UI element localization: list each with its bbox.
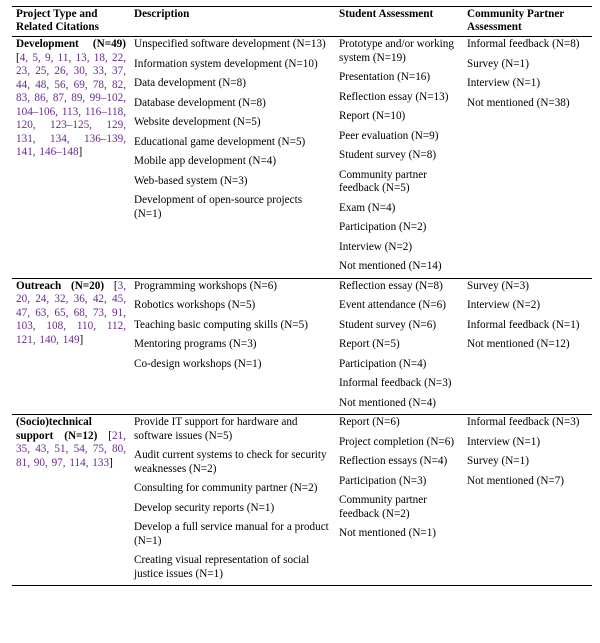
student-assessment-item: Participation (N=3)	[339, 474, 427, 487]
description-item: Database development (N=8)	[134, 96, 266, 109]
student-assessment-item: Community partner feedback (N=2)	[339, 494, 427, 520]
header-community-partner-assessment: Community Partner Assessment	[463, 7, 592, 37]
description-item: Programming workshops (N=6)	[134, 279, 278, 292]
partner-assessment-cell	[463, 415, 592, 586]
description-cell	[130, 415, 335, 586]
description-item: Information system development (N=10)	[134, 57, 318, 70]
citation-list[interactable]: 21, 35, 43, 51, 54, 75, 80, 81, 90, 97, 114, 133	[16, 429, 126, 469]
partner-assessment-item: Interview (N=1)	[467, 435, 541, 448]
description-item: Robotics workshops (N=5)	[134, 299, 256, 311]
partner-assessment-item: Not mentioned (N=38)	[467, 96, 570, 109]
student-assessment-item: Informal feedback (N=3)	[339, 377, 452, 389]
project-type-name: (Socio)technical support (N=12)	[16, 416, 98, 442]
project-type-name: Outreach (N=20)	[16, 279, 105, 292]
student-assessment-item: Not mentioned (N=4)	[339, 396, 437, 409]
description-item: Mentoring programs (N=3)	[134, 338, 257, 350]
description-item: Development of open-source projects (N=1)	[134, 194, 303, 220]
description-item: Data development (N=8)	[134, 77, 246, 89]
student-assessment-item: Reflection essay (N=8)	[339, 279, 443, 292]
student-assessment-cell	[335, 415, 463, 586]
student-assessment-item: Reflection essays (N=4)	[339, 455, 448, 467]
partner-assessment-item: Not mentioned (N=12)	[467, 338, 570, 350]
partner-assessment-item: Interview (N=1)	[467, 77, 541, 89]
citation-list[interactable]: 3, 20, 24, 32, 36, 42, 45, 47, 63, 65, 68, 73, 91, 103, 108, 110, 112, 121, 140, 149	[16, 279, 126, 346]
student-assessment-item: Participation (N=2)	[339, 221, 427, 233]
description-item: Unspecified software development (N=13)	[134, 38, 326, 50]
project-type-cell: Development (N=49) [4, 5, 9, 11, 13, 18, 22, 23, 25, 26, 30, 33, 37, 44, 48, 56, 69, 78, 82, 83, 86, 87, 89, 99–102, 104–106, 113, 116–118, 120, 123–125, 129, 131, 134, 136–139, 141, 146–148]	[16, 38, 126, 158]
description-item: Website development (N=5)	[134, 116, 261, 128]
student-assessment-item: Prototype and/or working system (N=19)	[339, 38, 454, 64]
partner-assessment-cell	[463, 37, 592, 279]
student-assessment-item: Report (N=5)	[339, 338, 400, 350]
student-assessment-item: Interview (N=2)	[339, 240, 413, 253]
partner-assessment-item: Survey (N=1)	[467, 57, 529, 70]
project-type-cell: (Socio)technical support (N=12) [21, 35, 43, 51, 54, 75, 80, 81, 90, 97, 114, 133]	[12, 415, 130, 586]
citation-list[interactable]: 4, 5, 9, 11, 13, 18, 22, 23, 25, 26, 30, 33, 37, 44, 48, 56, 69, 78, 82, 83, 86, 87, 89, 99–102, 104–106, 113, 116–118, 120, 123–125, 129, 131, 134, 136–139, 141, 146–148	[16, 51, 126, 158]
student-assessment-item: Presentation (N=16)	[339, 71, 431, 83]
student-assessment-item: Not mentioned (N=14)	[339, 260, 442, 272]
student-assessment-cell	[335, 278, 463, 415]
partner-assessment-item: Survey (N=3)	[467, 279, 529, 292]
partner-assessment-item: Not mentioned (N=7)	[467, 474, 565, 487]
header-project-type: Project Type and Related Citations	[12, 7, 130, 37]
partner-assessment-cell	[463, 278, 592, 415]
student-assessment-item: Community partner feedback (N=5)	[339, 168, 427, 194]
description-item: Teaching basic computing skills (N=5)	[134, 318, 308, 331]
partner-assessment-item: Informal feedback (N=8)	[467, 38, 580, 50]
student-assessment-item: Event attendance (N=6)	[339, 299, 446, 311]
student-assessment-item: Participation (N=4)	[339, 357, 427, 370]
description-item: Develop a full service manual for a product (N=1)	[134, 521, 329, 547]
student-assessment-item: Reflection essay (N=13)	[339, 90, 449, 103]
table-row	[12, 37, 592, 279]
description-item: Web-based system (N=3)	[134, 174, 248, 187]
partner-assessment-item: Informal feedback (N=1)	[467, 318, 580, 331]
student-assessment-item: Not mentioned (N=1)	[339, 527, 437, 539]
student-assessment-item: Student survey (N=6)	[339, 318, 437, 331]
partner-assessment-item: Survey (N=1)	[467, 455, 529, 467]
description-item: Co-design workshops (N=1)	[134, 357, 262, 370]
partner-assessment-item: Informal feedback (N=3)	[467, 416, 580, 428]
student-assessment-item: Exam (N=4)	[339, 201, 396, 214]
student-assessment-item: Peer evaluation (N=9)	[339, 129, 439, 142]
description-item: Provide IT support for hardware and software issues (N=5)	[134, 416, 298, 442]
description-item: Educational game development (N=5)	[134, 135, 306, 148]
description-cell	[130, 37, 335, 279]
description-item: Creating visual representation of social justice issues (N=1)	[134, 554, 310, 580]
student-assessment-item: Report (N=6)	[339, 416, 400, 428]
description-cell	[130, 278, 335, 415]
header-student-assessment: Student Assessment	[335, 7, 463, 37]
table-row	[12, 415, 592, 586]
project-type-name: Development (N=49)	[16, 38, 126, 50]
description-item: Develop security reports (N=1)	[134, 501, 275, 514]
partner-assessment-item: Interview (N=2)	[467, 299, 541, 311]
description-item: Consulting for community partner (N=2)	[134, 482, 318, 494]
header-row	[12, 7, 592, 37]
student-assessment-item: Report (N=10)	[339, 110, 406, 122]
table-body	[12, 37, 592, 586]
description-item: Audit current systems to check for security weaknesses (N=2)	[134, 449, 327, 475]
project-type-cell: Outreach (N=20) [3, 20, 24, 32, 36, 42, 45, 47, 63, 65, 68, 73, 91, 103, 108, 110, 112, 121, 140, 149]	[12, 278, 130, 415]
table-row	[12, 278, 592, 415]
student-assessment-item: Project completion (N=6)	[339, 435, 455, 448]
student-assessment-item: Student survey (N=8)	[339, 149, 437, 161]
student-assessment-cell	[335, 37, 463, 279]
document-page	[0, 6, 600, 643]
header-description: Description	[130, 7, 335, 37]
description-item: Mobile app development (N=4)	[134, 155, 277, 167]
project-types-table	[12, 6, 592, 586]
